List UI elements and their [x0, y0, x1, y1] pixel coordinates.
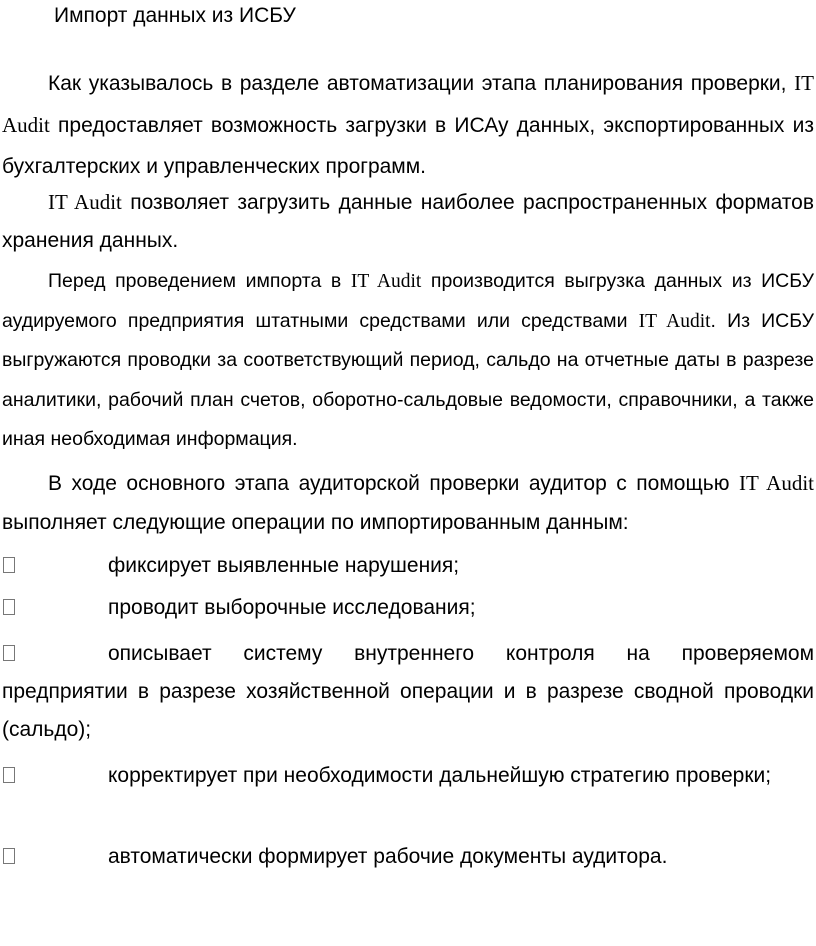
bullet-marker — [2, 547, 108, 585]
list-item-text: корректирует при необходимости дальнейшую стратегию проверки; — [108, 764, 772, 787]
paragraph-1 — [2, 63, 814, 188]
bullet-marker — [2, 635, 108, 673]
paragraph-2-product-name: IT Audit — [48, 190, 122, 214]
page-title: Импорт данных из ИСБУ — [54, 4, 296, 27]
bullet-box-icon — [3, 599, 15, 615]
paragraph-2 — [2, 183, 814, 260]
paragraph-1-text-a: Как указывалось в разделе автоматизации этапа планирования проверки, — [48, 72, 795, 95]
list-item — [2, 757, 814, 795]
paragraph-1-product-name: IT Audit — [2, 71, 814, 137]
list-item-text: фиксирует выявленные нарушения; — [108, 554, 460, 577]
paragraph-3-text-c: производится выгрузка данных из ИСБУ аудируемого предприятия штатными средствами или средствами — [2, 270, 814, 332]
paragraph-3 — [2, 262, 814, 460]
list-item — [2, 589, 814, 627]
paragraph-4-product-name: IT Audit — [738, 471, 814, 495]
bullet-marker — [2, 757, 108, 795]
list-item-text: проводит выборочные исследования; — [108, 596, 476, 619]
paragraph-3-text-a: Перед проведением импорта в — [48, 270, 351, 292]
list-item — [2, 547, 814, 585]
bullet-box-icon — [3, 848, 15, 864]
paragraph-2-text-b: позволяет загрузить данные наиболее распространенных форматов хранения данных. — [2, 191, 815, 252]
bullet-marker — [2, 589, 108, 627]
paragraph-4-text-a: В ходе основного этапа аудиторской проверки аудитор с помощью — [48, 472, 739, 495]
list-item-text: автоматически формирует рабочие документы аудитора. — [108, 845, 668, 868]
list-item — [2, 838, 814, 876]
paragraph-4 — [2, 464, 814, 542]
bullet-box-icon — [3, 557, 15, 573]
paragraph-3-text-e: . Из ИСБУ выгружаются проводки за соответствующий период, сальдо на отчетные даты в разрезе аналитики, рабочий план счетов, оборотно-сальдовые ведомости, справочники, а также иная необходимая информация. — [2, 309, 814, 450]
bullet-box-icon — [3, 767, 15, 783]
paragraph-3-product-name-2: IT Audit — [638, 310, 711, 332]
paragraph-4-text-c: выполняет следующие операции по импортированным данным: — [2, 511, 629, 534]
bullet-box-icon — [3, 645, 15, 661]
bullet-marker — [2, 838, 108, 876]
list-item-text: описывает систему внутреннего контроля на проверяемом предприятии в разрезе хозяйственной операции и в разрезе сводной проводки (сальдо); — [2, 642, 814, 741]
paragraph-1-text-c: предоставляет возможность загрузки в ИСАу данных, экспортированных из бухгалтерских и управленческих программ. — [2, 113, 814, 178]
list-item — [2, 635, 814, 749]
paragraph-3-product-name-1: IT Audit — [350, 271, 422, 292]
